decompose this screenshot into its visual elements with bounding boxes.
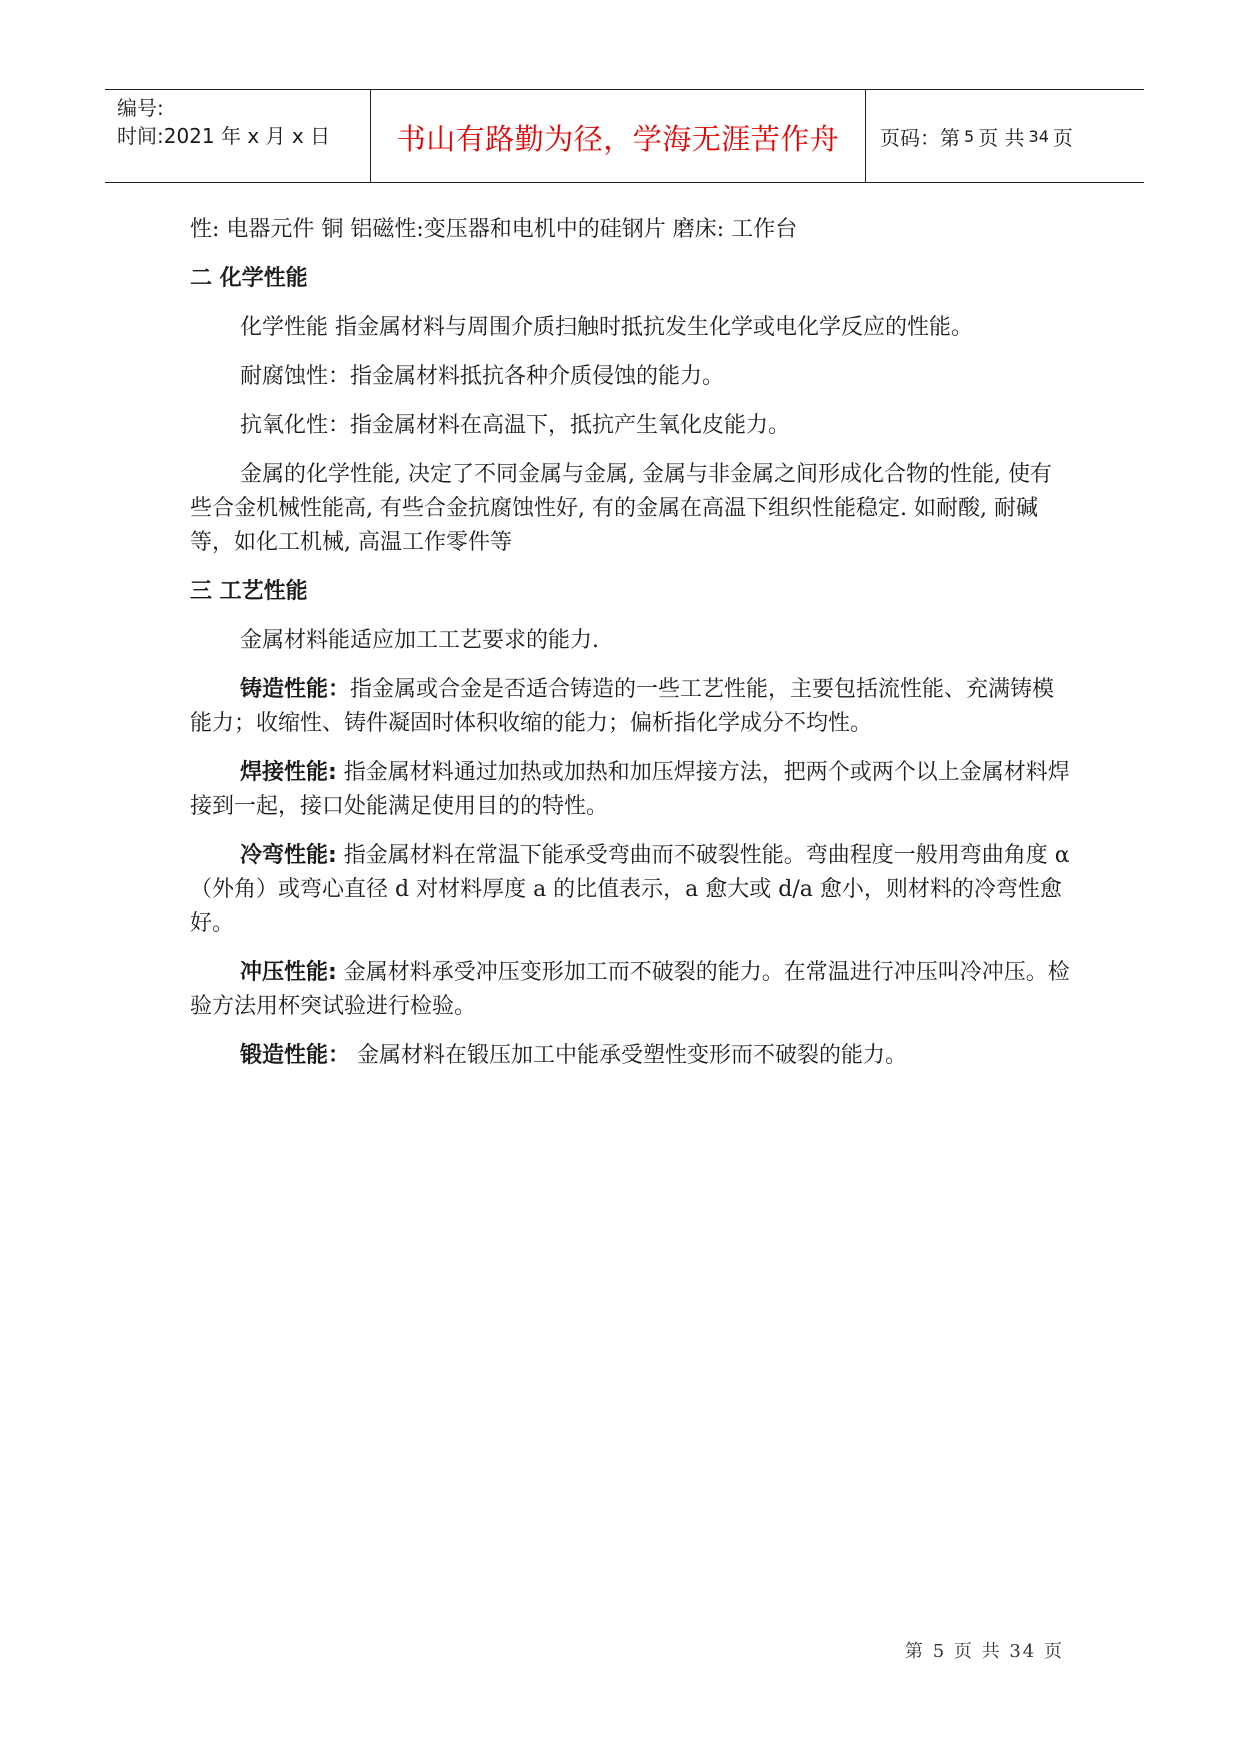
- bending-text: 指金属材料在常温下能承受弯曲而不破裂性能。弯曲程度一般用弯曲角度 α （外角）或弯心直径 d 对材料厚度 a 的比值表示，a 愈大或 d/a 愈小，则材料的冷弯性愈好。: [190, 843, 1070, 936]
- welding-paragraph: [190, 756, 1070, 824]
- section-heading-process: 三 工艺性能: [190, 579, 308, 604]
- forging-label: 锻造性能：: [240, 1043, 351, 1068]
- header-info-cell: [105, 90, 371, 182]
- chemical-summary: 金属的化学性能, 决定了不同金属与金属, 金属与非金属之间形成化合物的性能, 使有些合金机械性能高, 有些合金抗腐蚀性好, 有的金属在高温下组织性能稳定. 如耐酸, 耐碱等，如化工机械, 高温工作零件等: [190, 462, 1052, 555]
- chemical-definition: 化学性能 指金属材料与周围介质扫触时抵抗发生化学或电化学反应的性能。: [240, 315, 973, 340]
- section-heading-chemical: 二 化学性能: [190, 266, 308, 291]
- header-page-indicator: [866, 90, 1144, 182]
- stamping-text: 金属材料承受冲压变形加工而不破裂的能力。在常温进行冲压叫冷冲压。检验方法用杯突试验进行检验。: [190, 960, 1070, 1019]
- welding-label: 焊接性能:: [240, 760, 337, 785]
- forging-text: 金属材料在锻压加工中能承受塑性变形而不破裂的能力。: [350, 1043, 908, 1068]
- continued-line: 性: 电器元件 铜 铝磁性:变压器和电机中的硅钢片 磨床: 工作台: [190, 217, 798, 242]
- header-motto: 书山有路勤为径，学海无涯苦作舟: [371, 90, 866, 182]
- page-mid: 页 共: [978, 125, 1025, 150]
- oxidation-resistance: 抗氧化性：指金属材料在高温下，抵抗产生氧化皮能力。: [240, 413, 791, 438]
- page-total: 34: [1028, 126, 1049, 146]
- document-body: [190, 213, 1070, 1088]
- stamping-label: 冲压性能:: [240, 960, 337, 985]
- page-suffix: 页: [1052, 125, 1073, 150]
- welding-text: 指金属材料通过加热或加热和加压焊接方法，把两个或两个以上金属材料焊接到一起，接口处能满足使用目的的特性。: [190, 760, 1070, 819]
- date-label: 时间:2021 年 x 月 x 日: [117, 124, 331, 148]
- process-definition: 金属材料能适应加工工艺要求的能力.: [240, 628, 599, 653]
- serial-number-label: 编号:: [117, 96, 164, 120]
- casting-label: 铸造性能：: [240, 677, 351, 702]
- page-prefix: 页码：第: [880, 125, 960, 150]
- page-header: [105, 89, 1144, 183]
- page-number: 5: [964, 126, 975, 146]
- stamping-paragraph: [190, 956, 1070, 1024]
- casting-text: 指金属或合金是否适合铸造的一些工艺性能，主要包括流性能、充满铸模能力；收缩性、铸件凝固时体积收缩的能力；偏析指化学成分不均性。: [190, 677, 1055, 736]
- forging-paragraph: [190, 1039, 1070, 1073]
- bending-label: 冷弯性能:: [240, 843, 337, 868]
- page-footer: 第 5 页 共 34 页: [905, 1641, 1064, 1662]
- corrosion-resistance: 耐腐蚀性：指金属材料抵抗各种介质侵蚀的能力。: [240, 364, 725, 389]
- bending-paragraph: [190, 839, 1070, 941]
- casting-paragraph: [190, 673, 1070, 741]
